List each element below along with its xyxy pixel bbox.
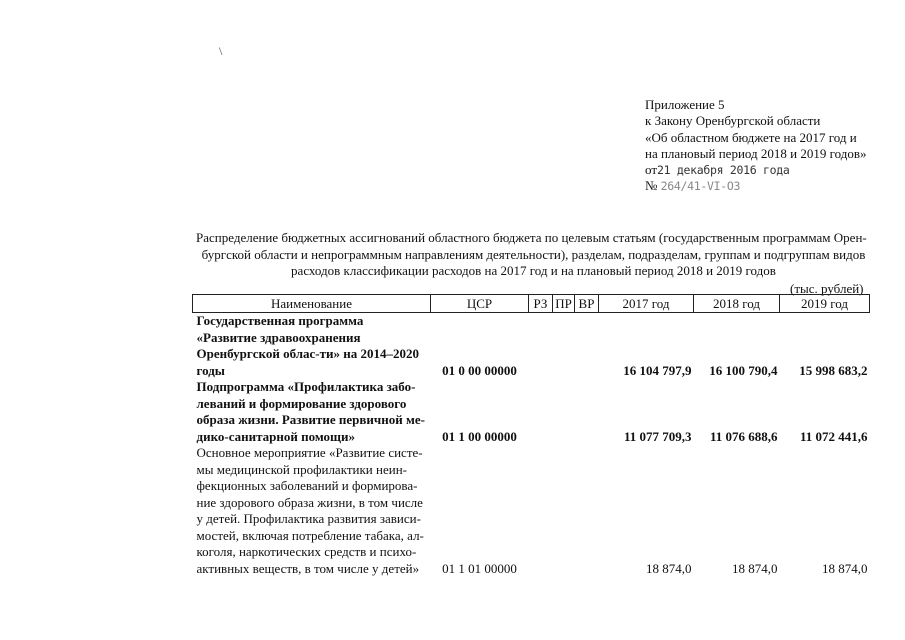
row-2017: 18 874,0 [646,560,692,576]
title-line: бургской области и непрограммным направлениям деятельности), разделам, подразделам, группам и подгруппам видов [201,246,866,262]
row-name: Государственная программа «Развитие здравоохранения Оренбургской облас-ти» на 2014–2020 годы [196,313,420,378]
appendix-header [645,97,895,195]
row-vr [575,445,599,577]
row-pr [553,313,575,380]
header-2017: 2017 год [599,295,694,313]
row-2019: 18 874,0 [822,560,868,576]
row-csr: 01 1 01 00000 [442,560,517,576]
row-pr [553,379,575,445]
row-rz [529,379,553,445]
table-row [193,445,870,577]
appendix-line: к Закону Оренбургской области [645,113,821,129]
row-2019: 11 072 441,6 [799,428,868,444]
table-header-row [193,295,870,313]
row-vr [575,379,599,445]
law-date [645,162,895,178]
header-vr: ВР [575,295,599,313]
row-rz [529,313,553,380]
document-title [196,230,871,280]
header-2018: 2018 год [694,295,780,313]
row-2017: 16 104 797,9 [623,362,692,378]
appendix-line: на плановый период 2018 и 2019 годов» [645,145,867,161]
law-date-value: 21 декабря 2016 года [657,163,790,178]
row-2017: 11 077 709,3 [623,428,692,444]
table-row [193,313,870,380]
law-number-prefix: № [645,178,658,194]
stray-mark: \ [219,44,223,58]
header-name: Наименование [193,295,431,313]
title-line: Распределение бюджетных ассигнований областного бюджета по целевым статьям (государственным программам Орен- [196,230,867,245]
header-rz: РЗ [529,295,553,313]
law-number-value: 264/41-VI-ОЗ [660,179,741,194]
row-csr: 01 1 00 00000 [442,428,517,444]
budget-table [192,294,870,577]
row-2018: 18 874,0 [732,560,778,576]
row-name: Основное мероприятие «Развитие систе-мы медицинской профилактики неин-фекционных заболеваний и формирова-ние здорового образа жизни, в том числе у детей. Профилактика развития зависи-мостей, включая потребление табака, ал-коголя, наркотических средств и психо-активных веществ, в том числе у детей» [196,445,424,576]
units-label: (тыс. рублей) [790,281,864,296]
table-row [193,379,870,445]
row-2018: 16 100 790,4 [709,362,778,378]
row-name: Подпрограмма «Профилактика забо-леваний и формирование здорового образа жизни. Развитие первичной ме-дико-санитарной помощи» [196,379,425,444]
header-2019: 2019 год [780,295,870,313]
appendix-line: «Об областном бюджете на 2017 год и [645,129,857,145]
row-rz [529,445,553,577]
row-vr [575,313,599,380]
title-line: расходов классификации расходов на 2017 год и на плановый период 2018 и 2019 годов [291,263,776,278]
law-date-prefix: от [645,162,658,178]
row-pr [553,445,575,577]
row-csr: 01 0 00 00000 [442,362,517,378]
row-2018: 11 076 688,6 [709,428,778,444]
appendix-line: Приложение 5 [645,97,725,112]
row-2019: 15 998 683,2 [799,362,868,378]
header-pr: ПР [553,295,575,313]
header-csr: ЦСР [431,295,529,313]
law-number [645,178,895,194]
